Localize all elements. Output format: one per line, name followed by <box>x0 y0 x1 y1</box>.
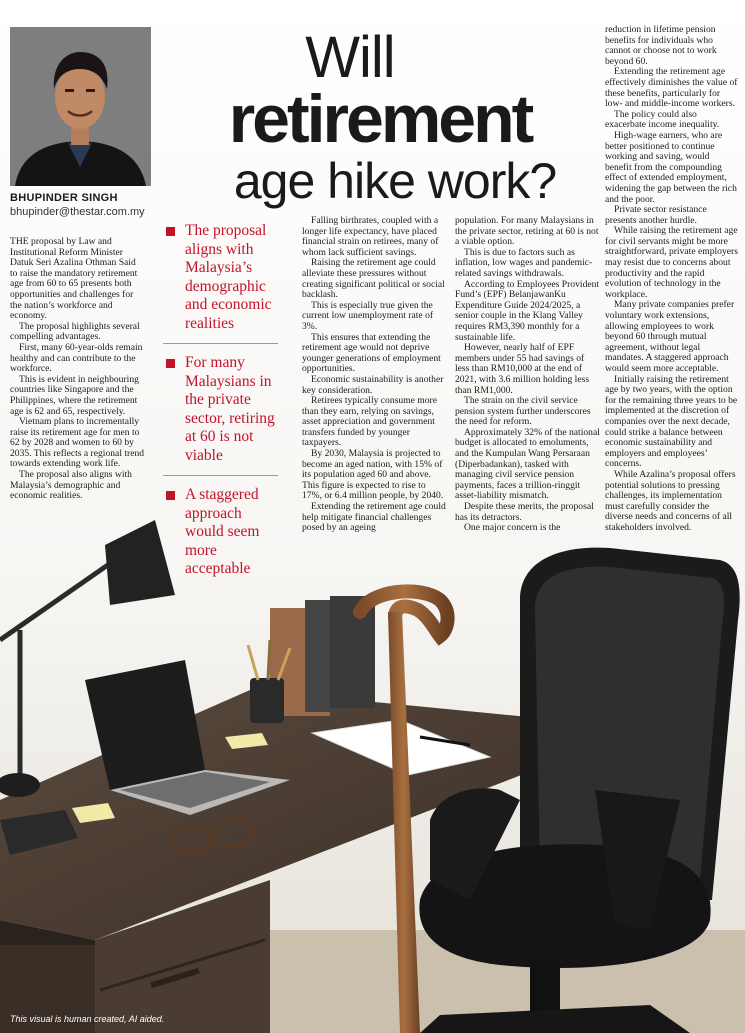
paragraph: The policy could also exacerbate income inequality. <box>605 108 720 131</box>
paragraph: Retirees typically consume more than they earn, relying on savings, asset appreciation and government transfers funded by younger taxpayers. <box>302 395 438 449</box>
article-column-4 <box>605 25 738 534</box>
paragraph: The proposal also aligns with Malaysia’s demographic and economic realities. <box>10 469 132 502</box>
author-byline <box>10 192 160 218</box>
paragraph: Extending the retirement age effectively diminishes the value of these benefits, particularly for low- and middle-income workers. <box>605 66 738 110</box>
paragraph: THE proposal by Law and Institutional Reform Minister Datuk Seri Azalina Othman Said to raise the mandatory retirement age from 60 to 65 presents both opportunities and challenges for the nation’s workforce and economy. <box>10 236 138 322</box>
paragraph: Initially raising the retirement age by two years, with the option for the remaining three years to be implemented at the discretion of companies over the next decade, could strike a balance between economic sustainability and employers and employees’ concerns. <box>605 373 738 470</box>
paragraph: The strain on the civil service pension system further underscores the need for reform. <box>455 395 591 428</box>
red-square-bullet-icon <box>166 359 175 368</box>
paragraph: This is evident in neighbouring countries like Singapore and the Philippines, where the retirement age is 62 and 65, respectively. <box>10 373 139 417</box>
paragraph: This is especially true given the current low unemployment rate of 3%. <box>302 299 434 332</box>
paragraph: Extending the retirement age could help mitigate financial challenges posed by an ageing <box>302 501 446 534</box>
paragraph: By 2030, Malaysia is projected to become an aged nation, with 15% of its population aged 60 and above. This figure is expected to rise to 17%, or 6.4 million people, by 2040. <box>302 448 444 502</box>
paragraph: While raising the retirement age for civil servants might be more straightforward, private employers may resist due to concerns about productivity and the rapid evolution of technology in the workplace. <box>605 225 738 300</box>
author-email[interactable]: bhupinder@thestar.com.my <box>10 206 145 218</box>
red-square-bullet-icon <box>166 491 175 500</box>
pull-quote-text: A staggered approach would seem more acceptable <box>185 486 260 577</box>
headline-line-1: Will <box>305 25 395 90</box>
pull-quotes <box>163 222 278 599</box>
pull-quote <box>163 222 278 344</box>
author-name: BHUPINDER SINGH <box>10 192 118 204</box>
paragraph: Approximately 32% of the national budget is allocated to emoluments, and the Kumpulan Wang Persaraan (Diperbadankan), tasked with managing civil service pension payments, faces a trillion-ringgit asset-liability mismatch. <box>455 426 600 502</box>
paragraph: This ensures that extending the retirement age would not deprive younger generations of employment opportunities. <box>302 331 441 375</box>
paragraph: population. For many Malaysians in the private sector, retiring at 60 is not a viable option. <box>455 215 599 248</box>
headline <box>165 25 595 210</box>
paragraph: reduction in lifetime pension benefits for individuals who cannot or choose not to work beyond 60. <box>605 24 717 67</box>
paragraph: The proposal highlights several compelling advantages. <box>10 320 140 343</box>
paragraph: High-wage earners, who are better positioned to continue working and saving, would benefit from the compounding effect of extended employment, widening the gap between the rich and the poor. <box>605 129 737 205</box>
paragraph: While Azalina’s proposal offers potential solutions to pressing challenges, its implementation must carefully consider the diverse needs and concerns of all stakeholders involved. <box>605 468 736 533</box>
image-caption: This visual is human created, AI aided. <box>10 1014 165 1024</box>
paragraph: Falling birthrates, coupled with a longer life expectancy, have placed financial strain on retirees, many of whom lack sufficient savings. <box>302 215 439 258</box>
paragraph: One major concern is the <box>464 522 561 534</box>
paragraph: Vietnam plans to incrementally raise its retirement age for men to 62 by 2028 and women to 60 by 2035. This reflects a regional trend towards extending work life. <box>10 416 145 470</box>
paragraph: Raising the retirement age could alleviate these pressures without creating significant political or social backlash. <box>302 257 445 301</box>
article-column-1 <box>10 237 145 502</box>
paragraph: Despite these merits, the proposal has its detractors. <box>455 501 594 523</box>
headline-line-2: retirement <box>228 81 532 157</box>
pull-quote <box>163 354 278 476</box>
paragraph: According to Employees Provident Fund’s (EPF) BelanjawanKu Expenditure Guide 2024/2025, a senior couple in the Klang Valley requires RM3,390 monthly for a sustainable life. <box>455 278 600 343</box>
red-square-bullet-icon <box>166 227 175 236</box>
paragraph: However, nearly half of EPF members under 55 had savings of less than RM10,000 at the end of 2021, with 3.6 million holding less than RM1,000. <box>455 342 590 396</box>
paragraph: This is due to factors such as inflation, low wages and pandemic-related savings withdrawals. <box>455 246 593 279</box>
paragraph: Economic sustainability is another key consideration. <box>302 373 444 396</box>
article-column-2 <box>302 216 447 534</box>
headline-line-3: age hike work? <box>233 153 557 209</box>
paragraph: Many private companies prefer voluntary work extensions, allowing employees to work beyond 60 through mutual agreement, without legal mandates. A staggered approach would seem more acceptable. <box>605 299 735 374</box>
article-column-3 <box>455 216 600 534</box>
pull-quote <box>163 486 278 589</box>
paragraph: First, many 60-year-olds remain healthy and can contribute to the workforce. <box>10 341 143 375</box>
pull-quote-text: For many Malaysians in the private sector, retiring at 60 is not viable <box>185 354 275 464</box>
pull-quote-text: The proposal aligns with Malaysia’s demographic and economic realities <box>185 222 272 332</box>
paragraph: Private sector resistance presents another hurdle. <box>605 204 707 226</box>
